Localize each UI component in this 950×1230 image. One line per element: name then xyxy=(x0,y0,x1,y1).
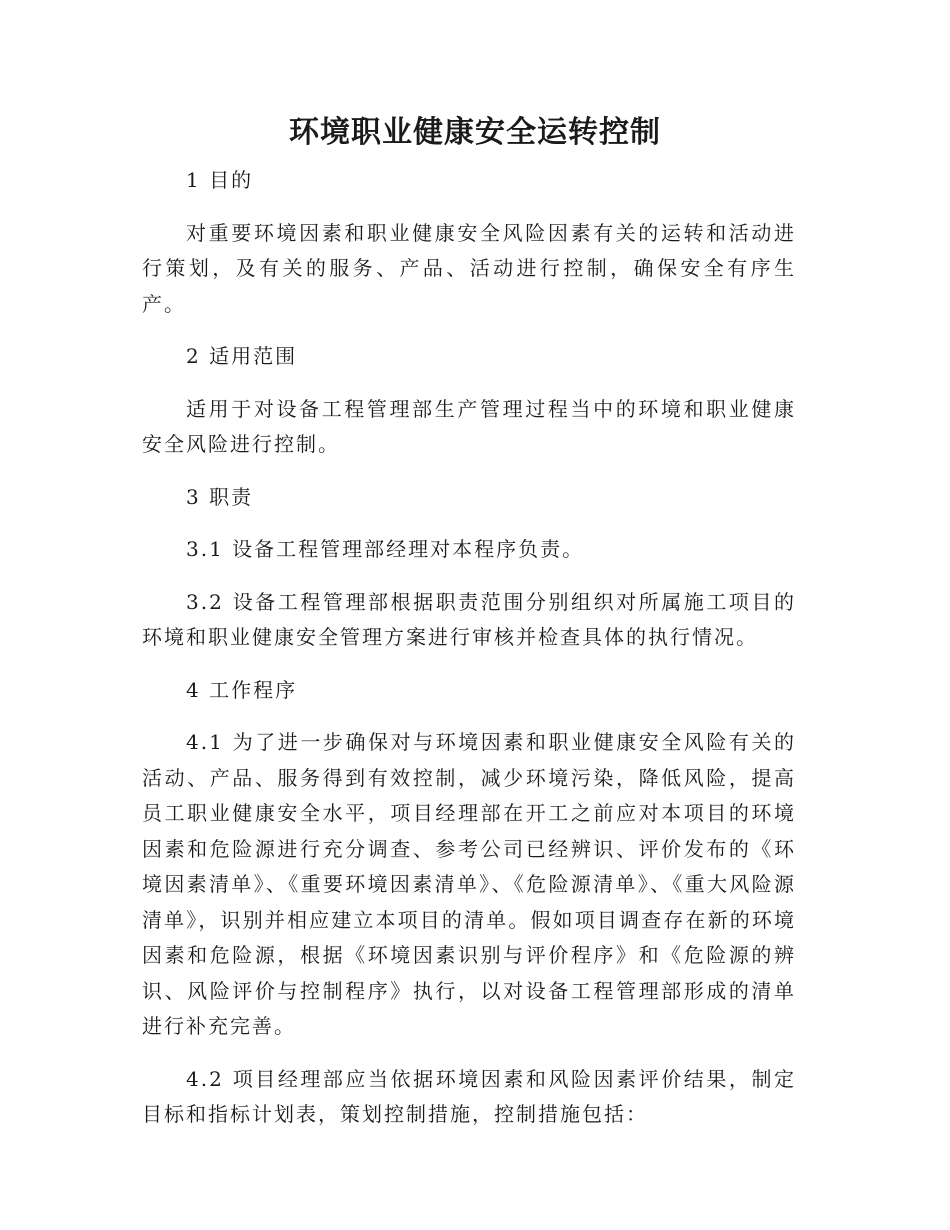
paragraph-3-2: 3.2 设备工程管理部根据职责范围分别组织对所属施工项目的环境和职业健康安全管理方案进行审核并检查具体的执行情况。 xyxy=(142,589,796,649)
paragraph-scope: 适用于对设备工程管理部生产管理过程当中的环境和职业健康安全风险进行控制。 xyxy=(142,396,796,456)
paragraph-3-1: 3.1 设备工程管理部经理对本程序负责。 xyxy=(186,537,585,561)
section-heading-scope: 2 适用范围 xyxy=(186,344,298,368)
section-heading-responsibilities: 3 职责 xyxy=(186,484,254,509)
paragraph-purpose: 对重要环境因素和职业健康安全风险因素有关的运转和活动进行策划，及有关的服务、产品、活动进行控制，确保安全有序生产。 xyxy=(142,220,796,316)
document-title: 环境职业健康安全运转控制 xyxy=(289,115,661,150)
document-body xyxy=(142,163,796,1150)
paragraph-4-2: 4.2 项目经理部应当依据环境因素和风险因素评价结果，制定目标和指标计划表，策划控制措施，控制措施包括： xyxy=(142,1066,796,1126)
paragraph-4-1: 4.1 为了进一步确保对与环境因素和职业健康安全风险有关的活动、产品、服务得到有效控制，减少环境污染，降低风险，提高员工职业健康安全水平，项目经理部在开工之前应对本项目的环境因素和危险源进行充分调查、参考公司已经辨识、评价发布的《环境因素清单》、《重要环境因素清单》、《危险源清单》、《重大风险源清单》，识别并相应建立本项目的清单。假如项目调查存在新的环境因素和危险源，根据《环境因素识别与评价程序》和《危险源的辨识、风险评价与控制程序》执行，以对设备工程管理部形成的清单进行补充完善。 xyxy=(142,730,796,1038)
section-heading-purpose: 1 目的 xyxy=(186,168,254,192)
section-heading-procedure: 4 工作程序 xyxy=(186,677,298,702)
